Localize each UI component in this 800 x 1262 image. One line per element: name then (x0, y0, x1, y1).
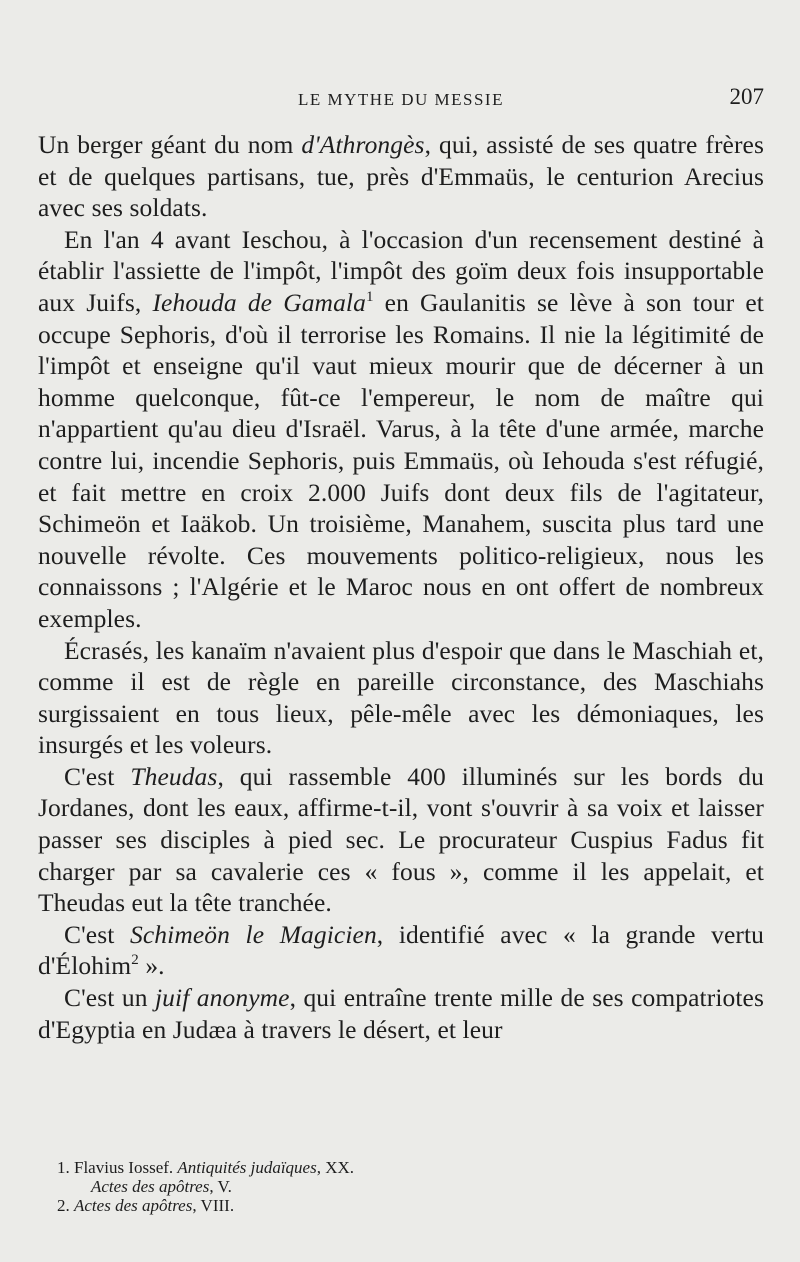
text-run: , V. (209, 1177, 232, 1196)
italic-text: juif anonyme (154, 983, 290, 1013)
text-run: En l'an 4 avant Ieschou, à l'occasion d'un recensement destiné à établir l'assiette de l'impôt, l'impôt des goïm deux fois insupportable aux Juifs, (38, 224, 764, 317)
text-run: , VIII. (192, 1196, 235, 1215)
paragraph (38, 224, 764, 635)
paragraph (38, 982, 764, 1045)
page-number: 207 (729, 84, 764, 109)
text-run: 2. (57, 1196, 74, 1215)
text-run: , qui entraîne trente mille de ses compatriotes d'Egyptia en Judæa à travers le désert, et leur (38, 983, 764, 1044)
text-run: C'est un (64, 983, 155, 1013)
text-run: C'est (64, 761, 131, 791)
text-run: , identifié avec « la grande vertu d'Élohim (38, 919, 765, 981)
text-run: 1. Flavius Iossef. (57, 1158, 178, 1177)
text-run: en Gaulanitis se lève à son tour et occupe Sephoris, d'où il terrorise les Romains. Il nie la légitimité de l'impôt et enseigne qu'il vaut mieux mourir que de décerner à un homme quelconque, fût-ce l'empereur, le nom de maître qui n'appartient qu'au dieu d'Israël. Varus, à la tête d'une armée, marche contre lui, incendie Sephoris, puis Emmaüs, où Iehouda s'est réfugié, et fait mettre en croix 2.000 Juifs dont deux fils de l'agitateur, Schimeön et Iaäkob. Un troisième, Manahem, suscita plus tard une nouvelle révolte. Ces mouvements politico-religieux, nous les connaissons ; l'Algérie et le Maroc nous en ont offert de nombreux exemples. (38, 287, 764, 633)
italic-text: Actes des apôtres (74, 1196, 193, 1215)
text-run: , qui rassemble 400 illuminés sur les bords du Jordanes, dont les eaux, affirme-t-il, vont s'ouvrir à sa voix et laisser passer ses disciples à pied sec. Le procurateur Cuspius Fadus fit charger par sa cavalerie ces « fous », comme il les appelait, et Theudas eut la tête tranchée. (38, 761, 764, 918)
paragraph (38, 129, 764, 224)
italic-text: Antiquités judaïques (177, 1158, 317, 1177)
footnote (57, 1158, 757, 1177)
paragraph (38, 635, 764, 761)
text-run: ». (138, 951, 165, 981)
footnote-ref: 2 (131, 952, 139, 969)
body-text (38, 129, 764, 1045)
italic-text: d'Athrongès (301, 130, 425, 159)
text-run: Écrasés, les kanaïm n'avaient plus d'espoir que dans le Maschiah et, comme il est de règle en pareille circonstance, des Maschiahs surgissaient en tous lieux, pêle-mêle avec les démoniaques, les insurgés et les voleurs. (38, 635, 764, 760)
footnotes (57, 1158, 757, 1215)
italic-text: Iehouda de Gamala (152, 287, 366, 317)
text-run: Un berger géant du nom (38, 130, 302, 159)
page-header (38, 84, 764, 114)
footnote (57, 1196, 757, 1215)
text-run: , qui, assisté de ses quatre frères et de quelques partisans, tue, près d'Emmaüs, le centurion Arecius avec ses soldats. (38, 130, 764, 223)
footnote (57, 1177, 757, 1196)
italic-text: Actes des apôtres (91, 1177, 210, 1196)
paragraph (38, 761, 764, 919)
italic-text: Schimeön le Magicien (130, 919, 377, 949)
running-title: LE MYTHE DU MESSIE (298, 90, 504, 109)
text-run: C'est (64, 919, 131, 949)
italic-text: Theudas (130, 761, 218, 791)
paragraph (38, 919, 764, 982)
text-run: , XX. (316, 1158, 355, 1177)
footnote-ref: 1 (365, 288, 374, 305)
